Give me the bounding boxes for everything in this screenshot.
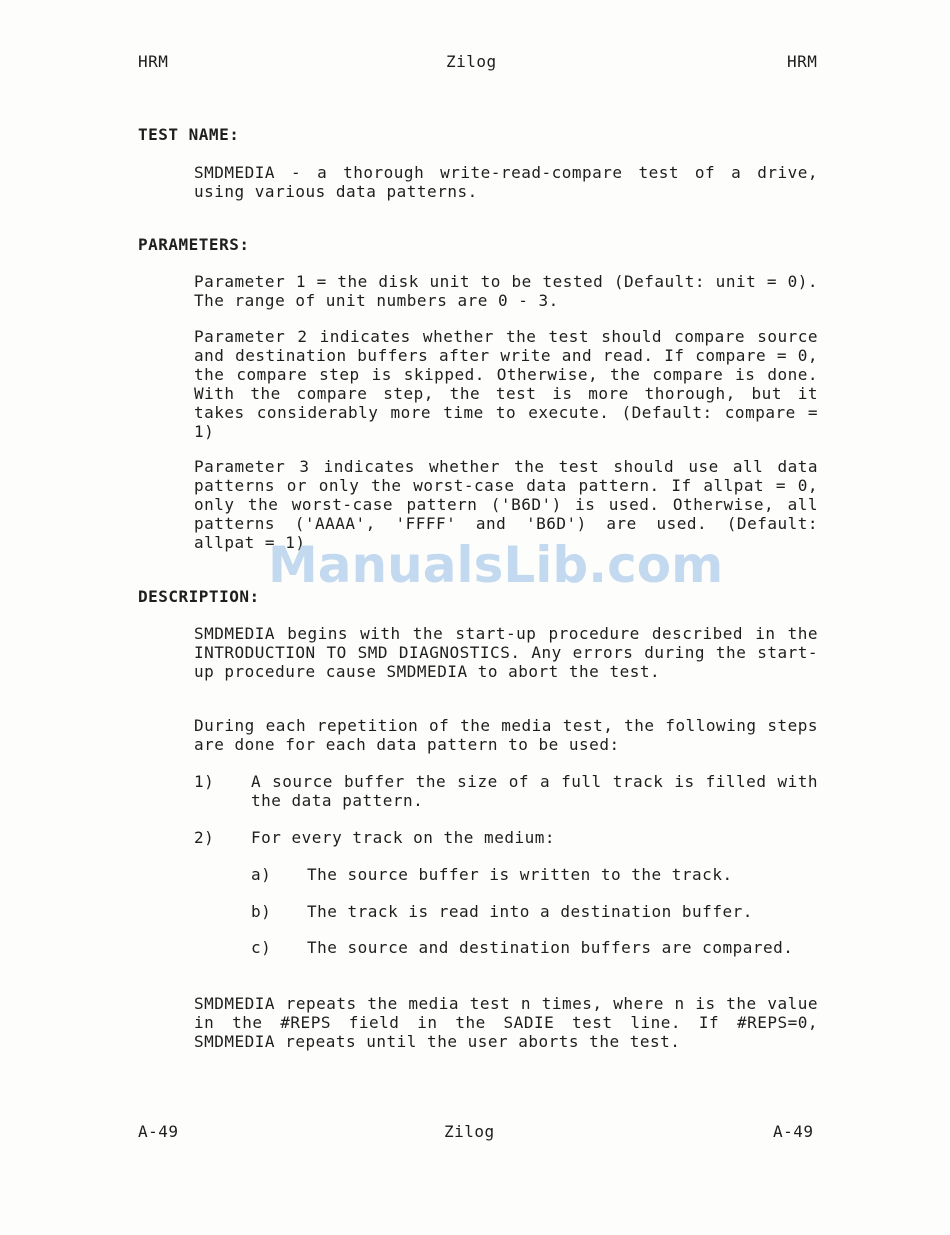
- description-intro: SMDMEDIA begins with the start-up procedure described in the INTRODUCTION TO SMD DIAGNOSTICS. Any errors during the start-up procedure cause SMDMEDIA to abort the test.: [194, 624, 818, 681]
- step-1-number: 1): [194, 772, 215, 791]
- test-name-text: SMDMEDIA - a thorough write-read-compare test of a drive, using various data patterns.: [194, 163, 818, 201]
- substep-c-text: The source and destination buffers are compared.: [307, 938, 794, 957]
- description-during: During each repetition of the media test, the following steps are done for each data pattern to be used:: [194, 716, 818, 754]
- parameter-1-text: Parameter 1 = the disk unit to be tested (Default: unit = 0). The range of unit numbers are 0 - 3.: [194, 272, 818, 310]
- parameter-3-text: Parameter 3 indicates whether the test should use all data patterns or only the worst-case data pattern. If allpat = 0, only the worst-case pattern ('B6D') is used. Otherwise, all patterns ('AAAA', 'FFFF' and 'B6D') are used. (Default: allpat = 1): [194, 457, 818, 552]
- parameters-heading: PARAMETERS:: [138, 235, 250, 254]
- header-right: HRM: [787, 52, 818, 71]
- step-1-text: A source buffer the size of a full track is filled with the data pattern.: [251, 772, 818, 810]
- description-heading: DESCRIPTION:: [138, 587, 260, 606]
- substep-a-text: The source buffer is written to the track.: [307, 865, 733, 884]
- step-2-text: For every track on the medium:: [251, 828, 555, 847]
- footer-left: A-49: [138, 1122, 179, 1141]
- substep-b-text: The track is read into a destination buffer.: [307, 902, 753, 921]
- description-repeat: SMDMEDIA repeats the media test n times, where n is the value in the #REPS field in the SADIE test line. If #REPS=0, SMDMEDIA repeats until the user aborts the test.: [194, 994, 818, 1051]
- header-center: Zilog: [446, 52, 497, 71]
- parameter-2-text: Parameter 2 indicates whether the test should compare source and destination buffers after write and read. If compare = 0, the compare step is skipped. Otherwise, the compare is done. With the compare step, the test is more thorough, but it takes considerably more time to execute. (Default: compare = 1): [194, 327, 818, 441]
- step-2-number: 2): [194, 828, 215, 847]
- footer-right: A-49: [773, 1122, 814, 1141]
- header-left: HRM: [138, 52, 169, 71]
- test-name-heading: TEST NAME:: [138, 125, 240, 144]
- substep-b-number: b): [251, 902, 272, 921]
- watermark-logo: ManualsLib.com: [268, 536, 724, 594]
- substep-a-number: a): [251, 865, 272, 884]
- footer-center: Zilog: [444, 1122, 495, 1141]
- substep-c-number: c): [251, 938, 272, 957]
